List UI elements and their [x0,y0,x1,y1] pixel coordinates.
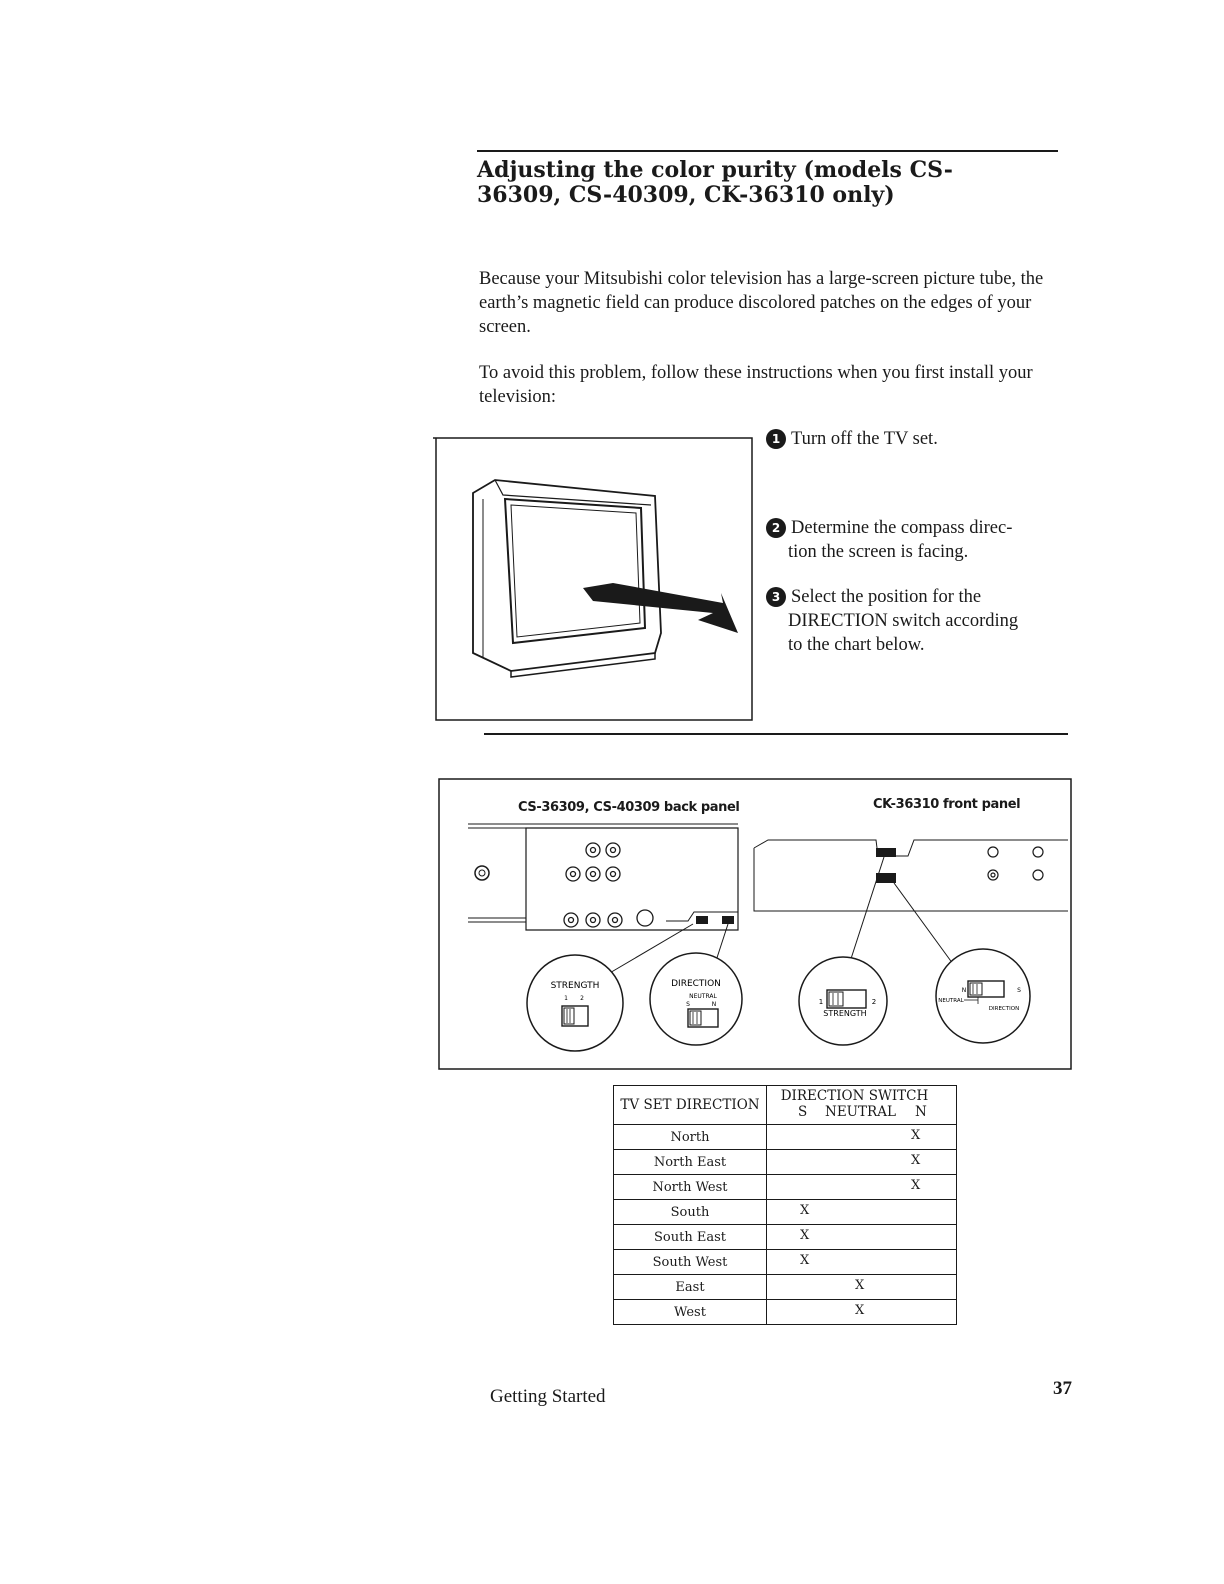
switch-mark-cell [767,1300,957,1325]
footer-section-name: Getting Started [490,1386,606,1407]
front-direction-s: S [1017,987,1021,994]
page-title: Adjusting the color purity (models CS-36309, CS-40309, CK-36310 only) [477,157,953,208]
sub-header-neutral: NEUTRAL [825,1104,896,1120]
switch-mark-n: X [911,1128,921,1143]
panel-diagram-svg [438,778,1074,1072]
step-1-number: 1 [766,429,786,449]
table-row [614,1150,957,1175]
instruction-paragraph: To avoid this problem, follow these instructions when you first install your television: [479,363,1033,407]
switch-mark-s: X [800,1228,810,1243]
col-header-direction-switch [767,1086,957,1125]
step-3-number: 3 [766,587,786,607]
switch-mark-cell [767,1275,957,1300]
front-panel-label: CK-36310 front panel [873,797,1021,812]
step-3-text-line3: to the chart below. [788,635,925,655]
direction-cell: South [614,1200,767,1225]
switch-mark-s: X [800,1253,810,1268]
direction-cell: North West [614,1175,767,1200]
switch-mark-s: X [800,1203,810,1218]
table-row [614,1275,957,1300]
back-direction-neutral: NEUTRAL [689,993,717,1000]
switch-mark-neutral: X [855,1278,865,1293]
switch-mark-neutral: X [855,1303,865,1318]
direction-table [613,1085,957,1325]
section-rule [484,733,1068,735]
switch-mark-n: X [911,1178,921,1193]
switch-mark-cell [767,1150,957,1175]
direction-cell: North East [614,1150,767,1175]
back-panel-label: CS-36309, CS-40309 back panel [518,800,740,815]
step-1-text: Turn off the TV set. [791,429,938,449]
back-direction-n: N [711,1001,717,1008]
panel-diagram [438,778,1074,1077]
table-header-row [614,1086,957,1125]
title-rule [477,150,1058,152]
switch-mark-n: X [911,1153,921,1168]
intro-paragraph: Because your Mitsubishi color television has a large-screen picture tube, the earth’s magnetic field can produce discolored patches on the edges of your screen. [479,269,1044,337]
step-3-text-line1: Select the position for the [791,587,982,607]
step-2-number: 2 [766,518,786,538]
back-direction-label: DIRECTION [671,979,721,989]
switch-mark-cell [767,1200,957,1225]
back-strength-label: STRENGTH [550,981,600,991]
table-row [614,1175,957,1200]
page-number: 37 [1053,1378,1072,1399]
step-1 [766,427,1066,451]
direction-cell: South East [614,1225,767,1250]
direction-cell: South West [614,1250,767,1275]
tv-illustration [433,433,758,728]
step-2-text-line1: Determine the compass direc- [791,518,1013,538]
table-row [614,1200,957,1225]
table-row [614,1250,957,1275]
back-direction-s: S [686,1001,690,1008]
switch-mark-cell [767,1175,957,1200]
direction-switch-subheaders [767,1104,956,1120]
table-row [614,1225,957,1250]
front-strength-pos1: 1 [818,998,824,1006]
switch-mark-cell [767,1125,957,1150]
switch-mark-cell [767,1250,957,1275]
direction-cell: West [614,1300,767,1325]
sub-header-n: N [915,1104,927,1120]
table-row [614,1300,957,1325]
switch-mark-cell [767,1225,957,1250]
step-3 [766,585,1066,657]
direction-cell: East [614,1275,767,1300]
front-direction-label: DIRECTION [988,1006,1020,1012]
back-strength-pos1: 1 [564,995,568,1002]
back-strength-pos2: 2 [580,995,584,1002]
direction-cell: North [614,1125,767,1150]
col-header-tv-direction: TV SET DIRECTION [614,1086,767,1125]
front-direction-n: N [961,987,967,994]
direction-switch-title: DIRECTION SWITCH [780,1088,929,1104]
sub-header-s: S [798,1104,808,1120]
front-direction-neutral: NEUTRAL [938,998,964,1004]
step-2-text-line2: tion the screen is facing. [788,542,969,562]
step-3-text-line2: DIRECTION switch according [788,611,1019,631]
table-row [614,1125,957,1150]
step-2 [766,516,1066,564]
front-strength-label: STRENGTH [823,1009,867,1018]
tv-illustration-svg [433,433,758,723]
front-strength-pos2: 2 [871,998,877,1006]
